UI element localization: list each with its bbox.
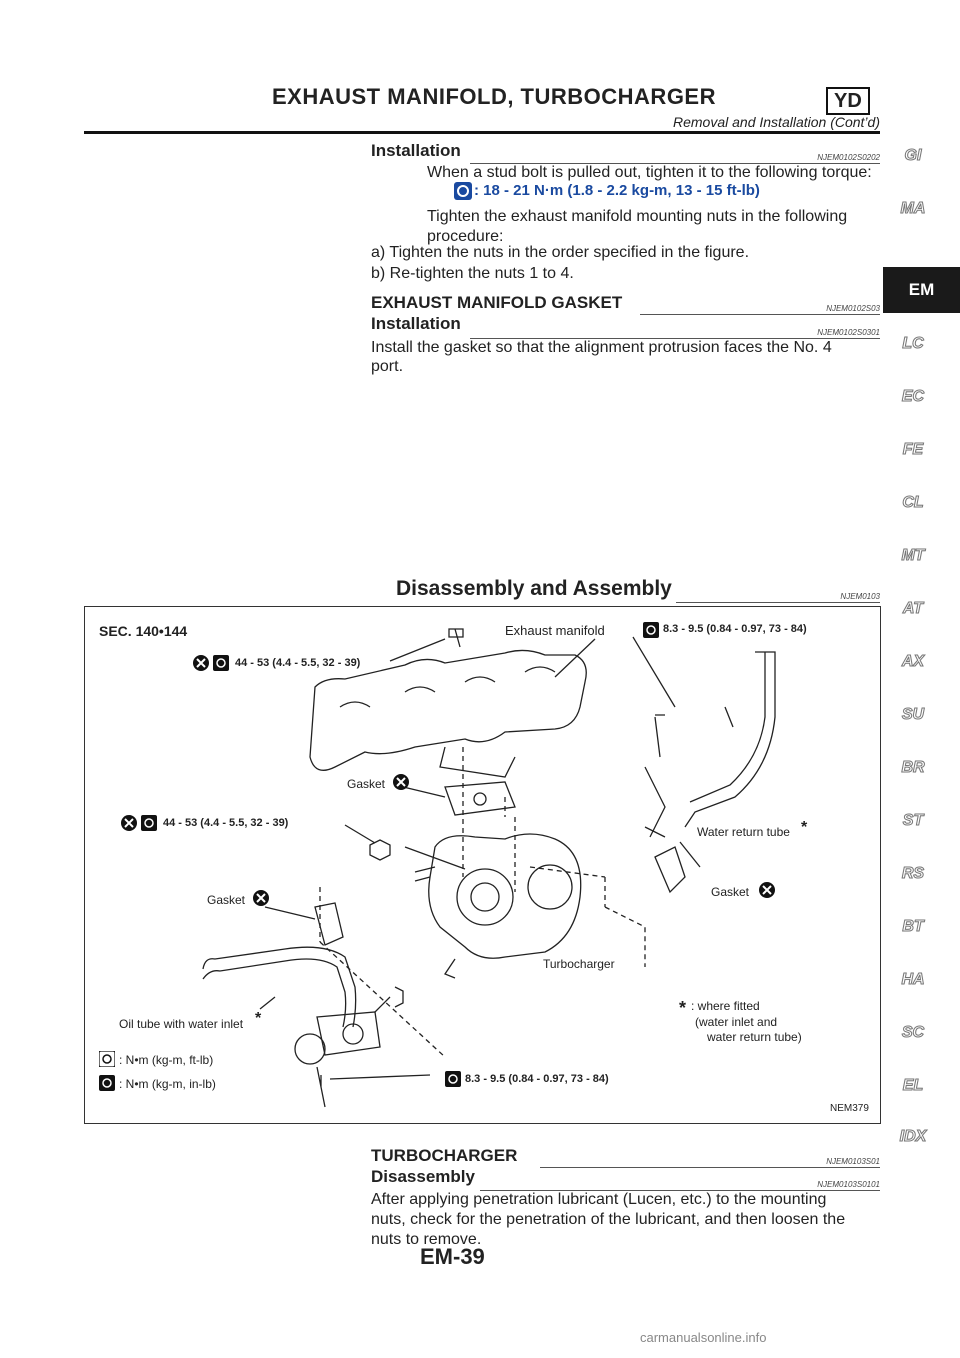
- figure-id: NEM379: [830, 1103, 869, 1114]
- do-not-reuse-icon: [759, 882, 775, 898]
- torque-wrench-icon: [99, 1075, 115, 1091]
- section2-para-b: port.: [371, 358, 404, 375]
- tab-em-active[interactable]: EM: [883, 267, 960, 313]
- section3-heading: Disassembly and Assembly: [396, 577, 672, 600]
- section2-subcode: NJEM0102S0301: [817, 328, 880, 337]
- torque-wrench-icon: [445, 1071, 461, 1087]
- turbocharger-shape: [429, 834, 581, 958]
- section4-para-b: nuts, check for the penetration of the lubricant, and then loosen the: [371, 1211, 846, 1228]
- section2-rule: [640, 314, 880, 315]
- asterisk-water-return: *: [801, 819, 808, 836]
- section4-code: NJEM0103S01: [826, 1157, 880, 1166]
- tab-cl[interactable]: CL: [902, 494, 924, 511]
- tab-st[interactable]: ST: [902, 812, 924, 829]
- section4-para-a: After applying penetration lubricant (Lucen, etc.) to the mounting: [371, 1191, 827, 1208]
- watermark: carmanualsonline.info: [640, 1330, 767, 1345]
- page-subtitle: Removal and Installation (Cont’d): [673, 114, 880, 130]
- page-title: EXHAUST MANIFOLD, TURBOCHARGER: [272, 84, 716, 109]
- tab-su[interactable]: SU: [901, 706, 925, 723]
- tab-sc[interactable]: SC: [901, 1024, 925, 1041]
- torque-spec: : 18 - 21 N·m (1.8 - 2.2 kg-m, 13 - 15 ft-lb): [474, 182, 760, 199]
- header-rule: [84, 131, 880, 134]
- where-fitted-line1: : where fitted: [691, 999, 760, 1013]
- tab-fe[interactable]: FE: [902, 441, 924, 458]
- legend-in-lb: : N•m (kg-m, in-lb): [119, 1077, 216, 1091]
- section4-para-c: nuts to remove.: [371, 1231, 482, 1248]
- where-fitted-line2: (water inlet and: [695, 1015, 778, 1029]
- water-return-tube-shape: [685, 652, 775, 827]
- asterisk-oil-tube: *: [255, 1010, 262, 1027]
- tab-br[interactable]: BR: [901, 759, 925, 776]
- page-number: EM-39: [420, 1244, 485, 1269]
- section1-heading: Installation: [371, 141, 461, 160]
- step-b: b) Re-tighten the nuts 1 to 4.: [371, 265, 574, 282]
- do-not-reuse-icon: [253, 890, 269, 906]
- do-not-reuse-icon: [193, 655, 209, 671]
- torque-wrench-icon: [454, 182, 472, 200]
- label-gasket-3: Gasket: [207, 893, 246, 907]
- section2-para-a: Install the gasket so that the alignment protrusion faces the No. 4: [371, 339, 832, 356]
- section4-heading: TURBOCHARGER: [371, 1146, 518, 1165]
- tab-el[interactable]: EL: [902, 1077, 924, 1094]
- label-torque-bottom: 8.3 - 9.5 (0.84 - 0.97, 73 - 84): [465, 1073, 609, 1085]
- tab-lc[interactable]: LC: [902, 335, 924, 352]
- label-torque-top-right: 8.3 - 9.5 (0.84 - 0.97, 73 - 84): [663, 623, 807, 635]
- torque-wrench-icon: [643, 622, 659, 638]
- do-not-reuse-icon: [393, 774, 409, 790]
- section2-code: NJEM0102S03: [826, 304, 880, 313]
- asterisk-legend: *: [679, 998, 687, 1018]
- label-torque-top-left: 44 - 53 (4.4 - 5.5, 32 - 39): [235, 657, 361, 669]
- tab-ec[interactable]: EC: [901, 388, 925, 405]
- section4-subheading: Disassembly: [371, 1167, 475, 1186]
- torque-wrench-icon: [141, 815, 157, 831]
- tab-idx[interactable]: IDX: [899, 1128, 927, 1145]
- section1-para2a: Tighten the exhaust manifold mounting nuts in the following: [427, 208, 848, 225]
- section1-para2b: procedure:: [427, 228, 504, 245]
- section1-para1: When a stud bolt is pulled out, tighten it to the following torque:: [427, 164, 872, 181]
- label-gasket-1: Gasket: [347, 777, 386, 791]
- exploded-diagram: [85, 607, 880, 1123]
- tab-ma[interactable]: MA: [900, 200, 926, 217]
- exploded-view-figure: [84, 606, 881, 1124]
- do-not-reuse-icon: [121, 815, 137, 831]
- section1-code: NJEM0102S0202: [817, 153, 880, 162]
- section4-subcode: NJEM0103S0101: [817, 1180, 880, 1189]
- step-a: a) Tighten the nuts in the order specified in the figure.: [371, 244, 750, 261]
- label-torque-mid-left: 44 - 53 (4.4 - 5.5, 32 - 39): [163, 817, 289, 829]
- section4-rule: [540, 1167, 880, 1168]
- legend-ft-lb: : N•m (kg-m, ft-lb): [119, 1053, 214, 1067]
- figure-sec-label: SEC. 140•144: [99, 623, 188, 639]
- tab-mt[interactable]: MT: [901, 547, 925, 564]
- label-turbocharger: Turbocharger: [543, 957, 615, 971]
- torque-wrench-icon: [213, 655, 229, 671]
- section3-rule: [676, 602, 880, 603]
- label-oil-tube: Oil tube with water inlet: [119, 1017, 244, 1031]
- tab-bt[interactable]: BT: [902, 918, 924, 935]
- section3-code: NJEM0103: [840, 592, 880, 601]
- tab-ax[interactable]: AX: [901, 653, 925, 670]
- tab-rs[interactable]: RS: [901, 865, 925, 882]
- engine-badge: YD: [826, 87, 870, 115]
- label-gasket-2: Gasket: [711, 885, 750, 899]
- section2-subheading: Installation: [371, 314, 461, 333]
- where-fitted-line3: water return tube): [707, 1030, 802, 1044]
- torque-wrench-icon: [99, 1051, 115, 1067]
- tab-gi[interactable]: GI: [904, 147, 922, 164]
- section2-heading: EXHAUST MANIFOLD GASKET: [371, 293, 623, 312]
- tab-at[interactable]: AT: [902, 600, 924, 617]
- label-water-return-tube: Water return tube: [697, 825, 790, 839]
- tab-ha[interactable]: HA: [901, 971, 925, 988]
- label-exhaust-manifold: Exhaust manifold: [505, 623, 605, 638]
